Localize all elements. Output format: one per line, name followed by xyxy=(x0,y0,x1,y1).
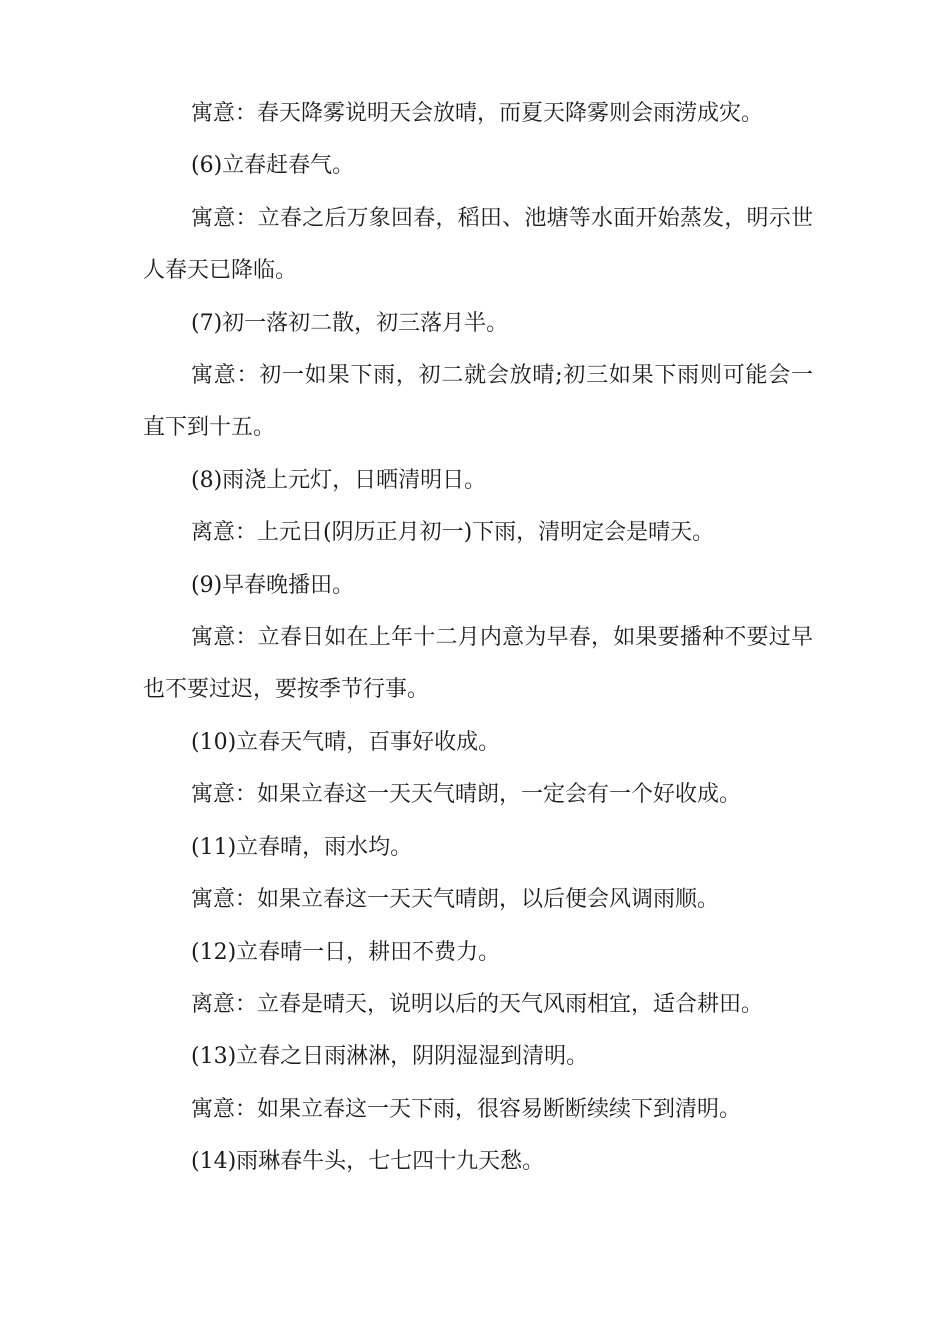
paragraph-proverb-8: (8)雨浇上元灯，日晒清明日。 xyxy=(191,467,487,493)
paragraph-proverb-10: (10)立春天气晴，百事好收成。 xyxy=(191,729,501,755)
paragraph-meaning-9: 寓意：立春日如在上年十二月内意为早春，如果要播种不要过早也不要过迟，要按季节行事。 xyxy=(143,625,813,703)
paragraph-meaning-10: 寓意：如果立春这一天天气晴朗，一定会有一个好收成。 xyxy=(191,782,742,808)
paragraph-meaning-11: 寓意：如果立春这一天天气晴朗，以后便会风调雨顺。 xyxy=(191,887,720,913)
document-body xyxy=(143,88,813,1189)
paragraph-proverb-13: (13)立春之日雨淋淋，阴阴湿湿到清明。 xyxy=(191,1044,589,1070)
paragraph-meaning-13: 寓意：如果立春这一天下雨，很容易断断续续下到清明。 xyxy=(191,1096,742,1122)
paragraph-meaning-8: 离意：上元日(阴历正月初一)下雨，清明定会是晴天。 xyxy=(191,520,715,546)
paragraph-proverb-7: (7)初一落初二散，初三落月半。 xyxy=(191,310,509,336)
paragraph-proverb-14: (14)雨琳春牛头，七七四十九天愁。 xyxy=(191,1149,545,1175)
paragraph-meaning-5: 寓意：春天降雾说明天会放晴，而夏天降雾则会雨涝成灾。 xyxy=(191,101,764,126)
paragraph-proverb-11: (11)立春晴，雨水均。 xyxy=(191,834,413,860)
paragraph-meaning-7: 寓意：初一如果下雨，初二就会放晴;初三如果下雨则可能会一直下到十五。 xyxy=(143,363,813,441)
paragraph-meaning-12: 离意：立春是晴天，说明以后的天气风雨相宜，适合耕田。 xyxy=(191,991,764,1017)
paragraph-proverb-6: (6)立春赶春气。 xyxy=(191,153,355,179)
paragraph-meaning-6: 寓意：立春之后万象回春，稻田、池塘等水面开始蒸发，明示世人春天已降临。 xyxy=(143,205,813,284)
paragraph-proverb-12: (12)立春晴一日，耕田不费力。 xyxy=(191,939,501,965)
paragraph-proverb-9: (9)早春晚播田。 xyxy=(191,572,355,598)
